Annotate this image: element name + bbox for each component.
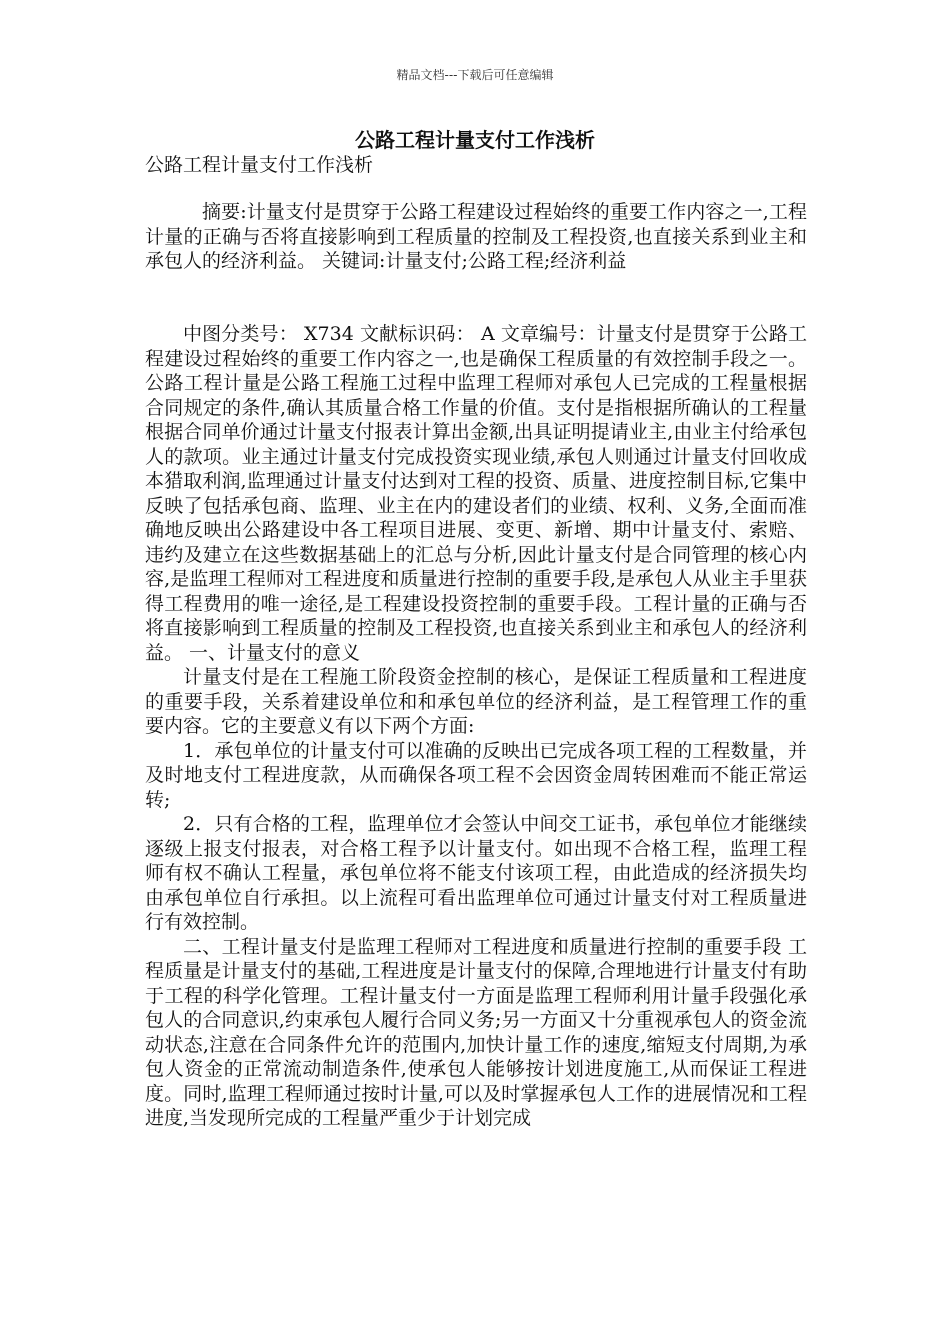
body-paragraph-5: 二、工程计量支付是监理工程师对工程进度和质量进行控制的重要手段 工程质量是计量支付的基础,工程进度是计量支付的保障,合理地进行计量支付有助于工程的科学化管理。工程计量支付一方面是监理工程师利用计量手段强化承包人的合同意识,约束承包人履行合同义务;另一方面又十分重视承包人的资金流动状态,注意在合同条件允许的范围内,加快计量工作的速度,缩短支付周期,为承包人资金的正常流动制造条件,使承包人能够按计划进度施工,从而保证工程进度。同时,监理工程师通过按时计量,可以及时掌握承包人工作的进展情况和工程进度,当发现所完成的工程量严重少于计划完成 xyxy=(145,935,807,1129)
abstract-block xyxy=(145,200,807,274)
body-paragraph-2: 计量支付是在工程施工阶段资金控制的核心，是保证工程质量和工程进度的重要手段，关系着建设单位和和承包单位的经济利益，是工程管理工作的重要内容。它的主要意义有以下两个方面: xyxy=(145,666,807,737)
page-header: 精品文档---下载后可任意编辑 xyxy=(396,68,554,82)
body-paragraph-4: 2．只有合格的工程，监理单位才会签认中间交工证书，承包单位才能继续逐级上报支付报表，对合格工程予以计量支付。如出现不合格工程，监理工程师有权不确认工程量，承包单位将不能支付该项工程，由此造成的经济损失均由承包单位自行承担。以上流程可看出监理单位可通过计量支付对工程质量进行有效控制。 xyxy=(145,813,807,933)
body-paragraph-1: 中图分类号： X734 文献标识码： A 文章编号：计量支付是贯穿于公路工程建设过程始终的重要工作内容之一,也是确保工程质量的有效控制手段之一。公路工程计量是公路工程施工过程中监理工程师对承包人已完成的工程量根据合同规定的条件,确认其质量合格工作量的价值。支付是指根据所确认的工程量根据合同单价通过计量支付报表计算出金额,出具证明提请业主,由业主付给承包人的款项。业主通过计量支付完成投资实现业绩,承包人则通过计量支付回收成本猎取利润,监理通过计量支付达到对工程的投资、质量、进度控制目标,它集中反映了包括承包商、监理、业主在内的建设者们的业绩、权利、义务,全面而准确地反映出公路建设中各工程项目进展、变更、新增、期中计量支付、索赔、违约及建立在这些数据基础上的汇总与分析,因此计量支付是合同管理的核心内容,是监理工程师对工程进度和质量进行控制的重要手段,是承包人从业主手里获得工程费用的唯一途径,是工程建设投资控制的重要手段。工程计量的正确与否将直接影响到工程质量的控制及工程投资,也直接关系到业主和承包人的经济利益。 一、计量支付的意义 xyxy=(145,323,807,664)
body-content xyxy=(145,322,807,1131)
document-title: 公路工程计量支付工作浅析 xyxy=(355,128,595,152)
abstract-paragraph: 摘要:计量支付是贯穿于公路工程建设过程始终的重要工作内容之一,工程计量的正确与否将直接影响到工程质量的控制及工程投资,也直接关系到业主和承包人的经济利益。 关键词:计量支付;公路工程;经济利益 xyxy=(145,201,807,272)
body-paragraph-3: 1．承包单位的计量支付可以准确的反映出已完成各项工程的工程数量，并及时地支付工程进度款，从而确保各项工程不会因资金周转困难而不能正常运转; xyxy=(145,739,807,811)
document-subtitle: 公路工程计量支付工作浅析 xyxy=(145,154,374,176)
